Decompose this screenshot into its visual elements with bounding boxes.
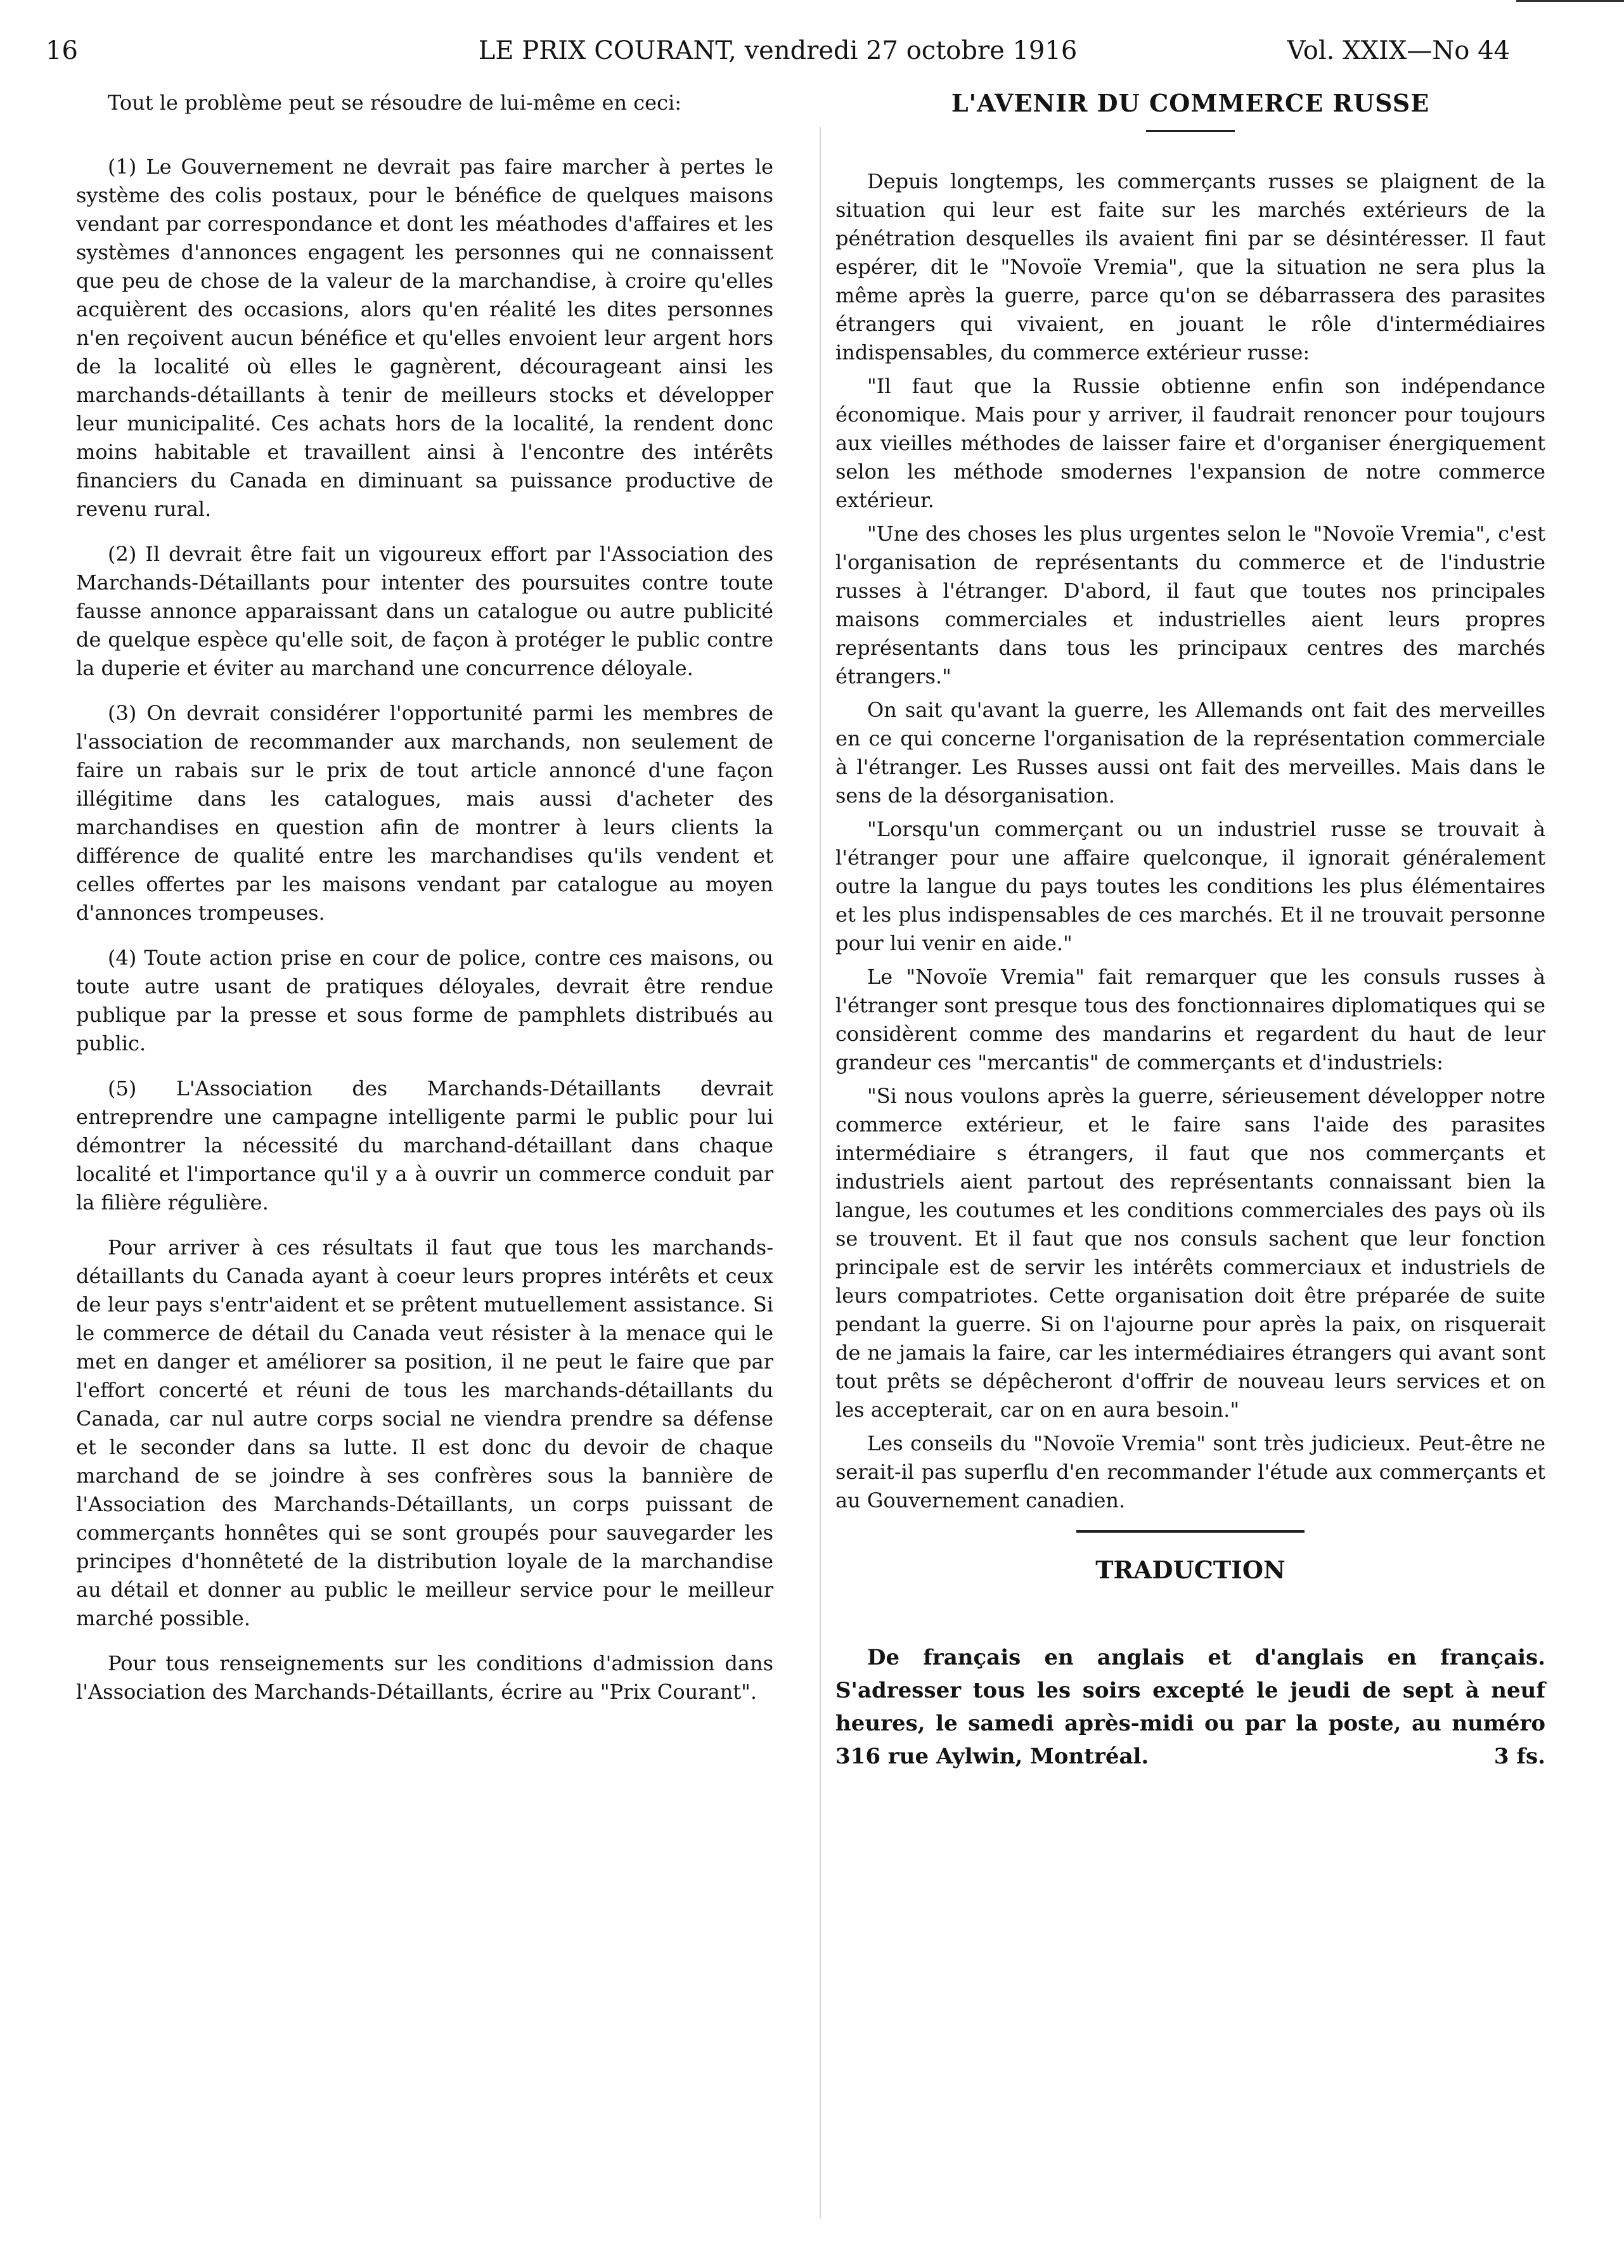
article-paragraph: "Si nous voulons après la guerre, sérieusement développer notre commerce extérieur, et le faire sans l'aide des parasites intermédiaire s étrangers, il faut que nos commerçants et industriels aient partout des représentants connaissant bien la langue, les coutumes et les conditions commerciales des pays où ils se trouvent. Et il faut que nos consuls sachent que leur fonction principale est de servir les intérêts commerciaux et industriels de leurs compatriotes. Cette organisation doit être préparée de suite pendant la guerre. Si on l'ajourne pour après la paix, on risquerait de ne jamais la faire, car les intermédiaires étrangers qui avant sont tout prêts se dépêcheront d'offrir de nouveau leurs services et on les accepterait, car on en aura besoin."	[835, 1084, 1545, 1422]
right-column	[835, 89, 1545, 1789]
intro-paragraph: Tout le problème peut se résoudre de lui-même en ceci:	[108, 91, 682, 115]
article-paragraph: Depuis longtemps, les commerçants russes se plaignent de la situation qui leur est faite sur les marchés extérieurs de la pénétration desquelles ils avaient fini par se désintéresser. Il faut espérer, dit le "Novoïe Vremia", que la situation ne sera plus la même après la guerre, parce qu'on se débarrassera des parasites étrangers qui vivaient, en jouant le rôle d'intermédiaires indispensables, du commerce extérieur russe:	[835, 169, 1545, 364]
left-column	[76, 89, 773, 1723]
article-paragraph: Le "Novoïe Vremia" fait remarquer que les consuls russes à l'étranger sont presque tous des fonctionnaires diplomatiques qui se considèrent comme des mandarins et regardent du haut de leur grandeur ces "mercantis" de commerçants et d'industriels:	[835, 965, 1545, 1074]
article-paragraph: Les conseils du "Novoïe Vremia" sont très judicieux. Peut-être ne serait-il pas superflu d'en recommander l'étude aux commerçants et au Gouvernement canadien.	[835, 1431, 1545, 1512]
article-paragraph: "Lorsqu'un commerçant ou un industriel russe se trouvait à l'étranger pour une affaire quelconque, il ignorait généralement outre la langue du pays toutes les conditions les plus élémentaires et les plus indispensables de ces marchés. Et il ne trouvait personne pour lui venir en aide."	[835, 817, 1545, 955]
headline-rule	[1146, 130, 1235, 132]
point-4-paragraph: (4) Toute action prise en cour de police, contre ces maisons, ou toute autre usant de pratiques déloyales, devrait être rendue publique par la presse et sous forme de pamphlets distribués au public.	[76, 946, 773, 1055]
point-3-paragraph: (3) On devrait considérer l'opportunité parmi les membres de l'association de recommander aux marchands, non seulement de faire un rabais sur le prix de tout article annoncé d'une façon illégitime dans les catalogues, mais aussi d'acheter des marchandises en question afin de montrer à leurs clients la différence de qualité entre les marchandises qu'ils vendent et celles offertes par les maisons vendant par catalogue au moyen d'annonces trompeuses.	[76, 701, 773, 925]
article-headline: L'AVENIR DU COMMERCE RUSSE	[951, 89, 1430, 117]
translation-ad	[835, 1641, 1545, 1773]
page-header	[46, 25, 1510, 76]
point-5-paragraph: (5) L'Association des Marchands-Détaillants devrait entreprendre une campagne intelligente parmi le public pour lui démontrer la nécessité du marchand-détaillant dans chaque localité et l'importance qu'il y a à ouvrir un commerce conduit par la filière régulière.	[76, 1076, 773, 1215]
page-number: 16	[46, 36, 78, 65]
ad-text: De français en anglais et d'anglais en français. S'adresser tous les soirs excepté le jeudi de sept à neuf heures, le samedi après-midi ou par la poste, au numéro 316 rue Aylwin, Montréal.	[835, 1645, 1545, 1769]
point-1-paragraph: (1) Le Gouvernement ne devrait pas faire marcher à pertes le système des colis postaux, pour le bénéfice de quelques maisons vendant par correspondance et dont les méathodes d'affaires et les systèmes d'annonces engagent les personnes qui ne connaissent que peu de chose de la valeur de la marchandise, à croire qu'elles acquièrent des occasions, alors qu'en réalité les dites personnes n'en reçoivent aucun bénéfice et qu'elles envoient leur argent hors de la localité où elles le gagnèrent, décourageant ainsi les marchands-détaillants à tenir de meilleurs stocks et développer leur municipalité. Ces achats hors de la localité, la rendent donc moins habitable et travaillent ainsi à l'encontre des intérêts financiers du Canada en diminuant sa puissance productive de revenu rural.	[76, 155, 773, 521]
article-paragraph: "Une des choses les plus urgentes selon le "Novoïe Vremia", c'est l'organisation de représentants du commerce et de l'industrie russes à l'étranger. D'abord, il faut que toutes nos principales maisons commerciales et industrielles aient leurs propres représentants dans tous les principaux centres des marchés étrangers."	[835, 522, 1545, 688]
membership-info-paragraph: Pour tous renseignements sur les conditions d'admission dans l'Association des Marchands-Détaillants, écrire au "Prix Courant".	[76, 1651, 773, 1704]
column-divider	[820, 127, 821, 2219]
ad-price: 3 fs.	[1493, 1744, 1545, 1769]
article-paragraph: On sait qu'avant la guerre, les Allemands ont fait des merveilles en ce qui concerne l'organisation de la représentation commerciale à l'étranger. Les Russes aussi ont fait des merveilles. Mais dans le sens de la désorganisation.	[835, 698, 1545, 808]
section-rule	[1076, 1530, 1305, 1533]
point-2-paragraph: (2) Il devrait être fait un vigoureux effort par l'Association des Marchands-Détaillants pour intenter des poursuites contre toute fausse annonce apparaissant dans un catalogue ou autre publicité de quelque espèce qu'elle soit, de façon à protéger le public contre la duperie et éviter au marchand une concurrence déloyale.	[76, 542, 773, 680]
ad-headline: TRADUCTION	[1095, 1556, 1286, 1584]
top-border-line	[1516, 0, 1624, 2]
conclusion-paragraph: Pour arriver à ces résultats il faut que tous les marchands-détaillants du Canada ayant à coeur leurs propres intérêts et ceux de leur pays s'entr'aident et se prêtent mutuellement assistance. Si le commerce de détail du Canada veut résister à la menace qui le met en danger et améliorer sa position, il ne peut le faire que par l'effort concerté et réuni de tous les marchands-détaillants du Canada, car nul autre corps social ne viendra prendre sa défense et le seconder dans sa lutte. Il est donc du devoir de chaque marchand de se joindre à ses confrères sous la bannière de l'Association des Marchands-Détaillants, un corps puissant de commerçants honnêtes qui se sont groupés pour sauvegarder les principes d'honnêteté de la distribution loyale de la marchandise au détail et donner au public le meilleur service pour le meilleur marché possible.	[76, 1235, 773, 1630]
publication-title: LE PRIX COURANT, vendredi 27 octobre 1916	[478, 36, 1078, 65]
volume-number: Vol. XXIX—No 44	[1287, 36, 1510, 65]
article-paragraph: "Il faut que la Russie obtienne enfin son indépendance économique. Mais pour y arriver, il faudrait renoncer pour toujours aux vieilles méthodes de laisser faire et d'organiser énergiquement selon les méthode smodernes l'expansion de notre commerce extérieur.	[835, 374, 1545, 512]
